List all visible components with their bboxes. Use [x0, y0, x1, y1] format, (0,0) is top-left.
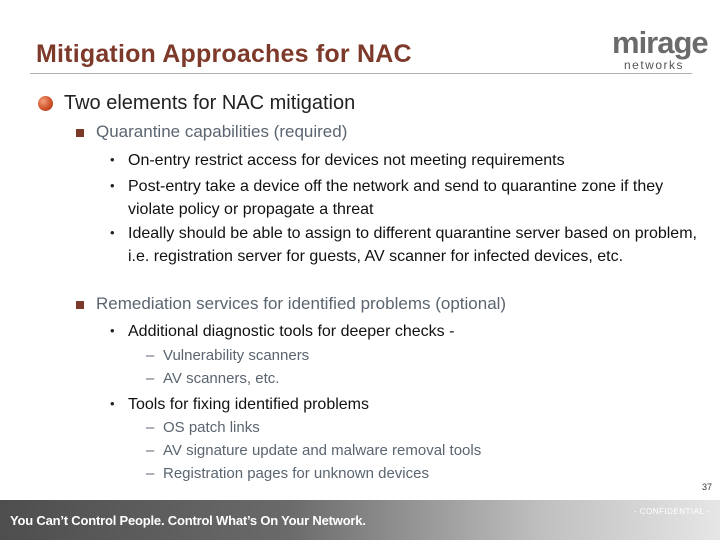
slide-title: Mitigation Approaches for NAC	[36, 40, 412, 68]
confidential-label: - CONFIDENTIAL -	[633, 507, 710, 516]
footer-tagline: You Can’t Control People. Control What’s On Your Network.	[10, 513, 366, 528]
quarantine-item: On-entry restrict access for devices not meeting requirements	[128, 152, 565, 169]
main-point: Two elements for NAC mitigation	[64, 92, 356, 114]
quarantine-heading: Quarantine capabilities (required)	[96, 122, 348, 141]
fixing-subitem: AV signature update and malware removal tools	[163, 442, 482, 459]
logo-wordmark: mirage	[612, 25, 708, 60]
fixing-subitem: Registration pages for unknown devices	[163, 465, 429, 482]
dot-bullet-icon: •	[110, 396, 115, 411]
dash-bullet-icon: –	[146, 347, 155, 364]
footer-bar	[0, 500, 720, 540]
diagnostic-item: Additional diagnostic tools for deeper checks -	[128, 323, 455, 340]
fixing-subitem: OS patch links	[163, 419, 260, 436]
remediation-heading: Remediation services for identified problems (optional)	[96, 294, 507, 313]
quarantine-item: Ideally should be able to assign to different quarantine server based on problem, i.e. registration server for guests, AV scanner for infected devices, etc.	[128, 225, 697, 265]
dash-bullet-icon: –	[146, 419, 155, 436]
fixing-item: Tools for fixing identified problems	[128, 396, 370, 413]
quarantine-item: Post-entry take a device off the network and send to quarantine zone if they violate policy or propagate a threat	[128, 178, 664, 218]
dash-bullet-icon: –	[146, 465, 155, 482]
dash-bullet-icon: –	[146, 370, 155, 387]
bullet-orb-icon	[38, 96, 53, 111]
diagnostic-subitem: Vulnerability scanners	[163, 347, 310, 364]
dash-bullet-icon: –	[146, 442, 155, 459]
title-divider	[30, 73, 692, 74]
square-bullet-icon	[76, 301, 84, 309]
dot-bullet-icon: •	[110, 178, 115, 193]
company-logo	[612, 24, 708, 74]
page-number: 37	[702, 482, 713, 492]
logo-subtitle: networks	[624, 58, 685, 72]
diagnostic-subitem: AV scanners, etc.	[163, 370, 280, 387]
dot-bullet-icon: •	[110, 225, 115, 240]
dot-bullet-icon: •	[110, 323, 115, 338]
square-bullet-icon	[76, 129, 84, 137]
dot-bullet-icon: •	[110, 152, 115, 167]
